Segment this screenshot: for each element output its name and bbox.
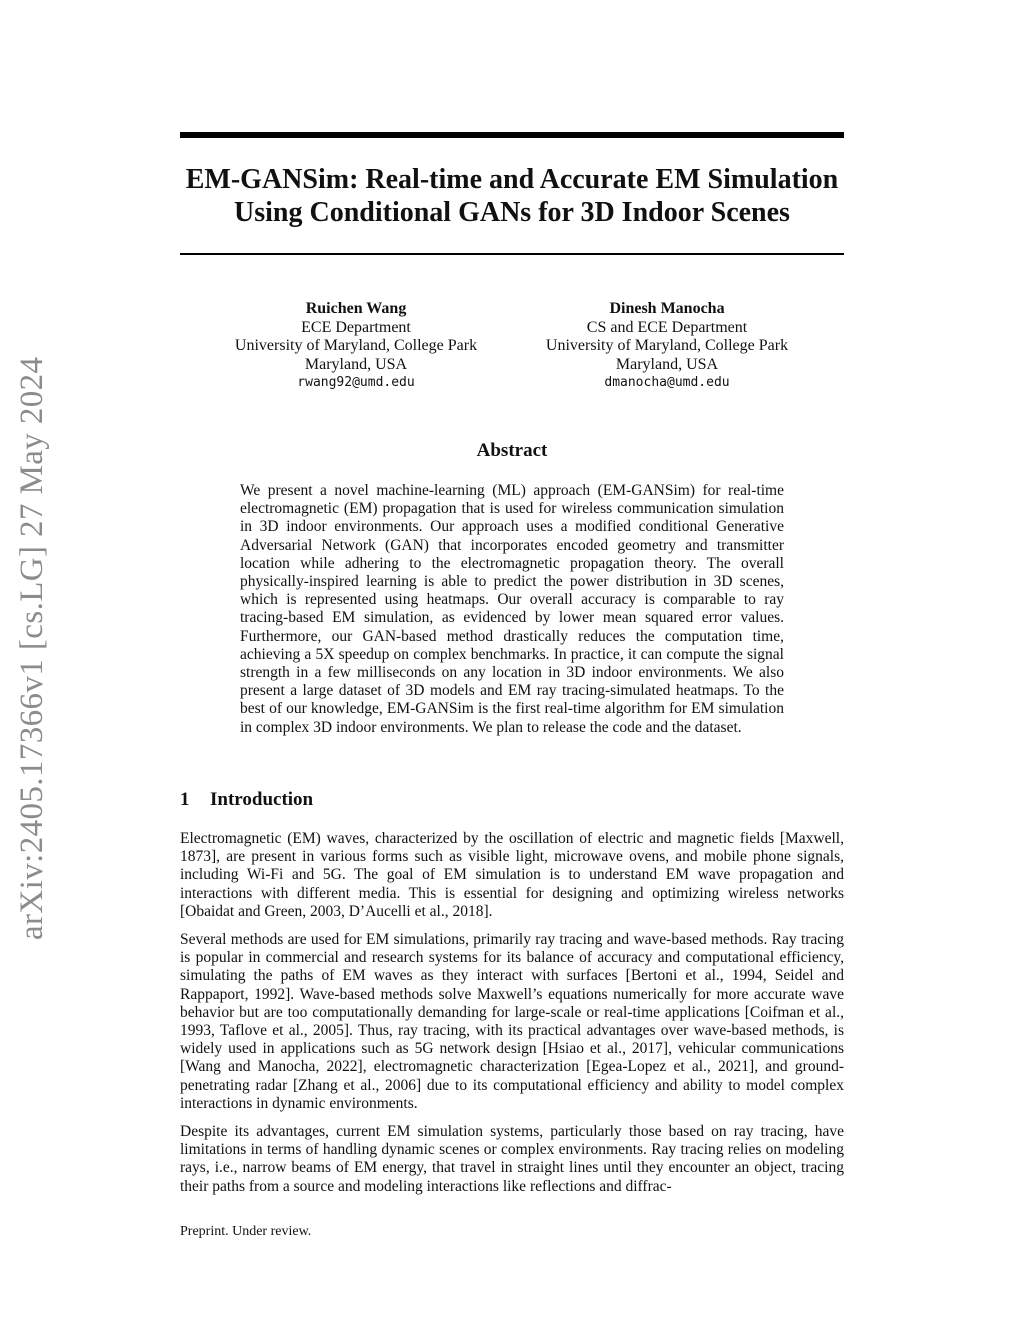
author-location: Maryland, USA [304,355,408,373]
section-number: 1 [180,789,190,810]
author-block [206,300,506,393]
title-top-rule [180,132,844,138]
arxiv-identifier: arXiv:2405.17366v1 [cs.LG] 27 May 2024 [14,356,50,940]
abstract-heading: Abstract [476,440,548,461]
preprint-note: Preprint. Under review. [180,1224,312,1239]
paper-title [180,163,844,229]
title-bottom-rule [180,253,844,255]
author-department: ECE Department [301,318,411,336]
intro-paragraph: Despite its advantages, current EM simulation systems, particularly those based on ray tracing, have limitations in terms of handling dynamic scenes or complex environments. Ray tracing relies on modeling rays, i.e., narrow beams of EM energy, that travel in straight lines until they encounter an object, tracing their paths from a source and modeling interactions like reflections and diffrac- [180,1123,844,1195]
author-name: Ruichen Wang [305,300,407,317]
author-email[interactable]: dmanocha@umd.edu [604,375,730,390]
intro-paragraph: Electromagnetic (EM) waves, characterized by the oscillation of electric and magnetic fields [Maxwell, 1873], are present in various forms such as visible light, microwave ovens, and mobile phone signals, including Wi-Fi and 5G. The goal of EM simulation is to understand EM wave propagation and interactions with different media. This is essential for designing and optimizing wireless networks [Obaidat and Green, 2003, D’Aucelli et al., 2018]. [180,830,844,920]
author-university: University of Maryland, College Park [234,337,478,354]
author-university: University of Maryland, College Park [545,337,789,354]
section-title: Introduction [210,789,314,810]
title-line: EM-GANSim: Real-time and Accurate EM Simulation [185,164,839,195]
author-block [517,300,817,393]
intro-paragraph: Several methods are used for EM simulations, primarily ray tracing and wave-based methods. Ray tracing is popular in commercial and research systems for its balance of accuracy and computational efficiency, simulating the paths of EM waves as they interact with surfaces [Bertoni et al., 1994, Seidel and Rappaport, 1992]. Wave-based methods solve Maxwell’s equations numerically for more accurate wave behavior but are too computationally demanding for large-scale or real-time applications [Coifman et al., 1993, Taflove et al., 2005]. Thus, ray tracing, with its practical advantages over wave-based methods, is widely used in applications such as 5G network design [Hsiao et al., 2017], vehicular communications [Wang and Manocha, 2022], electromagnetic characterization [Egea-Lopez et al., 2021], and ground-penetrating radar [Zhang et al., 2006] due to its computational efficiency and ability to model complex interactions in dynamic environments. [180,931,844,1112]
author-department: CS and ECE Department [586,318,748,336]
author-name: Dinesh Manocha [609,300,725,317]
section-heading-introduction [180,789,313,811]
title-line: Using Conditional GANs for 3D Indoor Scenes [234,197,790,228]
abstract-text: We present a novel machine-learning (ML) approach (EM-GANSim) for real-time electromagnetic (EM) propagation that is used for wireless communication simulation in 3D indoor environments. Our approach uses a modified conditional Generative Adversarial Network (GAN) that incorporates encoded geometry and transmitter location while adhering to the electromagnetic propagation theory. The overall physically-inspired learning is able to predict the power distribution in 3D scenes, which is represented using heatmaps. Our overall accuracy is comparable to ray tracing-based EM simulation, as evidenced by lower mean squared error values. Furthermore, our GAN-based method drastically reduces the computation time, achieving a 5X speedup on complex benchmarks. In practice, it can compute the signal strength in a few milliseconds on any location in 3D indoor environments. We also present a large dataset of 3D models and EM ray tracing-simulated heatmaps. To the best of our knowledge, EM-GANSim is the first real-time algorithm for EM simulation in complex 3D indoor environments. We plan to release the code and the dataset. [240,482,784,736]
author-email[interactable]: rwang92@umd.edu [297,375,415,390]
author-location: Maryland, USA [615,355,719,373]
